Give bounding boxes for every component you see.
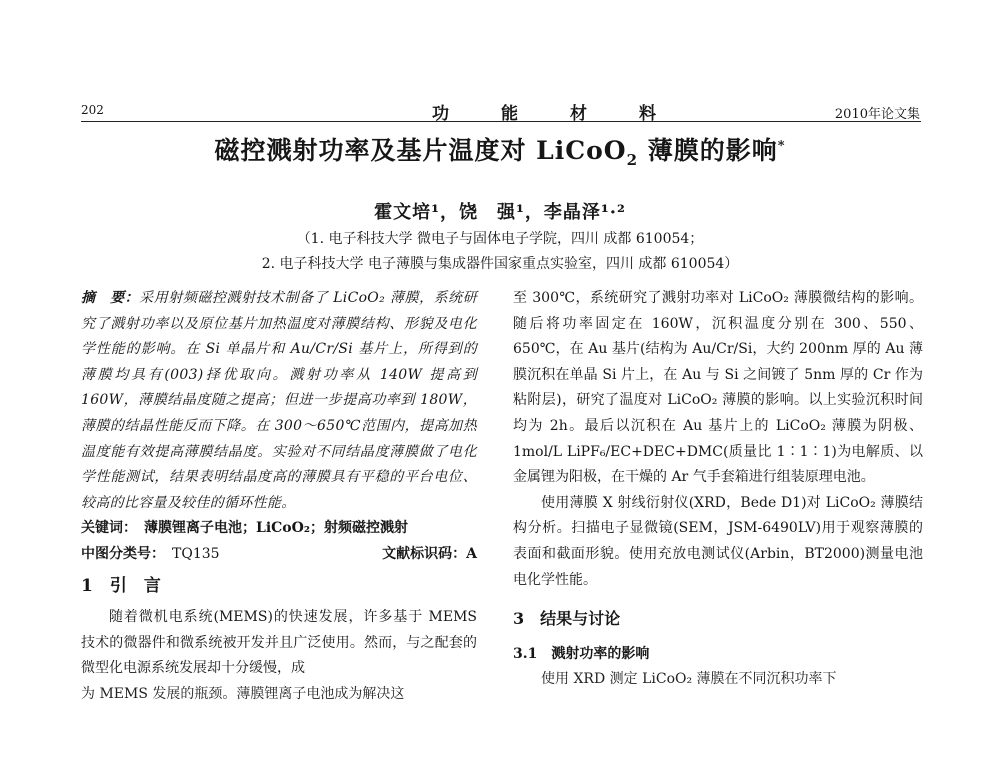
document-code: 文献标识码：A — [382, 545, 477, 562]
title-footnote-mark: * — [777, 138, 786, 154]
paper-title — [0, 131, 1000, 169]
author-list: 霍文培¹，饶 强¹，李晶泽¹·² — [374, 202, 626, 223]
collection-name: 2010年论文集 — [834, 107, 920, 122]
method-paragraph: 至 300℃，系统研究了溅射功率对 LiCoO₂ 薄膜微结构的影响。随后将功率固定在 160W，沉积温度分别在 300、550、650℃，在 Au 基片(结构为 Au/Cr/Si，大约 200nm 厚的 Au 薄膜沉积在单晶 Si 片上，在 Au 与 Si 之间镀了 5nm 厚的 Cr 作为粘附层)，研究了温度对 LiCoO₂ 薄膜的影响。以上实验沉积时间均为 2h。最后以沉积在 Au 基片上的 LiCoO₂ 薄膜为阴极、1mol/L LiPF₆/EC+DEC+DMC(质量比 1∶1∶1)为电解质、以金属锂为阳极，在干燥的 Ar 气手套箱进行组装原理电池。 — [513, 290, 923, 486]
title-tail: 薄膜的影响 — [638, 136, 778, 165]
characterization-paragraph: 使用薄膜 X 射线衍射仪(XRD，Bede D1)对 LiCoO₂ 薄膜结构分析。扫描电子显微镜(SEM，JSM-6490LV)用于观察薄膜的表面和截面形貌。使用充放电测试仪(Arbin，BT2000)测量电池电化学性能。 — [513, 494, 923, 588]
abstract-text: 采用射频磁控溅射技术制备了 LiCoO₂ 薄膜，系统研究了溅射功率以及原位基片加热温度对薄膜结构、形貌及电化学性能的影响。在 Si 单晶片和 Au/Cr/Si 基片上，所得到的薄膜均具有(003)择优取向。溅射功率从 140W 提高到 160W，薄膜结晶度随之提高；但进一步提高功率到 180W，薄膜的结晶性能反而下降。在 300～650℃范围内，提高加热温度能有效提高薄膜结晶度。实验对不同结晶度薄膜做了电化学性能测试，结果表明结晶度高的薄膜具有平稳的平台电位、较高的比容量及较佳的循环性能。 — [81, 290, 477, 511]
classification-line — [81, 542, 477, 568]
section-1-heading: 1 引 言 — [81, 575, 161, 596]
affiliation-1: （1. 电子科技大学 微电子与固体电子学院，四川 成都 610054； — [296, 231, 704, 247]
left-column — [81, 286, 477, 708]
title-main: 磁控溅射功率及基片温度对 LiCoO — [214, 136, 627, 165]
classification-value: TQ135 — [158, 545, 220, 562]
section-3-heading: 3 结果与讨论 — [513, 609, 621, 629]
right-column — [513, 286, 923, 693]
keywords-label: 关键词： — [81, 520, 130, 537]
keywords-text: 薄膜锂离子电池；LiCoO₂；射频磁控溅射 — [130, 520, 408, 537]
header-rule — [81, 121, 921, 122]
affiliation-2: 2. 电子科技大学 电子薄膜与集成器件国家重点实验室，四川 成都 610054） — [261, 256, 739, 272]
page-number: 202 — [81, 103, 104, 117]
results-cut-line: 使用 XRD 测定 LiCoO₂ 薄膜在不同沉积功率下 — [541, 671, 837, 688]
classification-label: 中图分类号： — [81, 545, 158, 562]
intro-cut-line: 为 MEMS 发展的瓶颈。薄膜锂离子电池成为解决这 — [81, 685, 405, 702]
keywords — [81, 516, 477, 542]
intro-paragraph: 随着微机电系统(MEMS)的快速发展，许多基于 MEMS 技术的微器件和微系统被开发并且广泛使用。然而，与之配套的微型化电源系统发展却十分缓慢，成 — [81, 609, 477, 677]
subsection-3-1-heading: 3.1 溅射功率的影响 — [513, 645, 650, 662]
abstract-label: 摘 要： — [81, 290, 140, 306]
classification — [81, 542, 220, 568]
journal-name: 功能材料 — [432, 104, 708, 124]
abstract — [81, 286, 477, 516]
title-subscript: 2 — [626, 151, 639, 169]
